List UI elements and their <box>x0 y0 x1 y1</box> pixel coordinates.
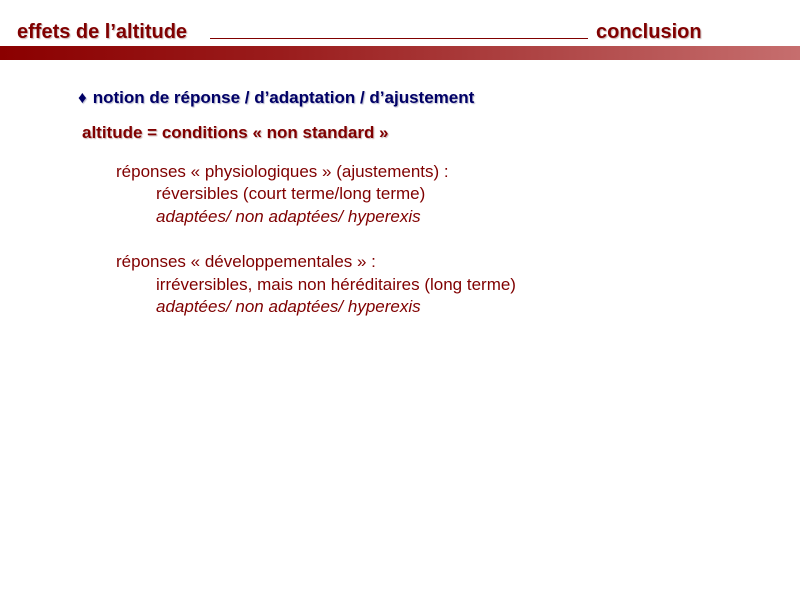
title-underline <box>210 38 588 39</box>
physio-line-2: adaptées/ non adaptées/ hyperexis <box>156 207 421 226</box>
subheading: altitude = conditions « non standard » <box>82 123 389 142</box>
main-bullet-text: notion de réponse / d’adaptation / d’ajustement <box>92 88 475 107</box>
physio-line-1: réversibles (court terme/long terme) <box>156 184 426 203</box>
diamond-bullet-icon: ♦ <box>78 88 87 107</box>
header-gradient-bar <box>0 46 800 60</box>
develop-line-1: irréversibles, mais non héréditaires (long terme) <box>156 275 516 294</box>
slide-title: effets de l’altitude <box>17 21 188 43</box>
physio-heading: réponses « physiologiques » (ajustements) : <box>116 162 449 181</box>
develop-heading: réponses « développementales » : <box>116 252 376 271</box>
section-label: conclusion <box>596 21 702 43</box>
develop-line-2: adaptées/ non adaptées/ hyperexis <box>156 297 421 316</box>
main-bullet <box>78 88 474 108</box>
